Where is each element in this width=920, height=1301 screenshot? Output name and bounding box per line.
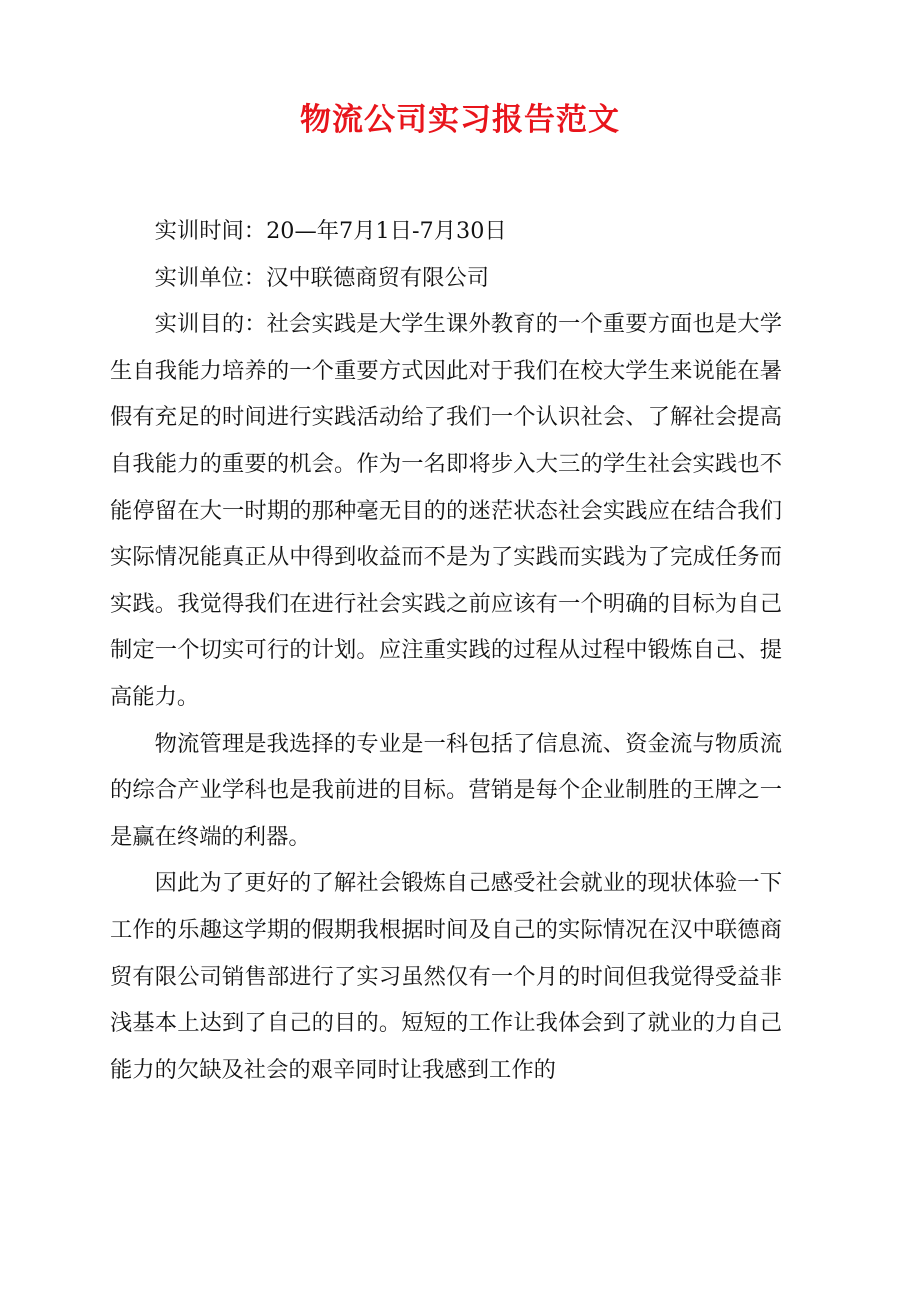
paragraph-training-unit: 实训单位：汉中联德商贸有限公司 [154, 264, 490, 291]
document-title: 物流公司实习报告范文 [300, 102, 620, 138]
document-body [110, 208, 782, 1093]
paragraph-training-purpose: 实训目的：社会实践是大学生课外教育的一个重要方面也是大学生自我能力培养的一个重要方式因此对于我们在校大学生来说能在暑假有充足的时间进行实践活动给了我们一个认识社会、了解社会提高自我能力的重要的机会。作为一名即将步入大三的学生社会实践也不能停留在大一时期的那种毫无目的的迷茫状态社会实践应在结合我们实际情况能真正从中得到收益而不是为了实践而实践为了完成任务而实践。我觉得我们在进行社会实践之前应该有一个明确的目标为自己制定一个切实可行的计划。应注重实践的过程从过程中锻炼自己、提高能力。 [110, 311, 782, 710]
paragraph-logistics-major: 物流管理是我选择的专业是一科包括了信息流、资金流与物质流的综合产业学科也是我前进的目标。营销是每个企业制胜的王牌之一是赢在终端的利器。 [110, 730, 782, 850]
paragraph-internship-summary: 因此为了更好的了解社会锻炼自己感受社会就业的现状体验一下工作的乐趣这学期的假期我根据时间及自己的实际情况在汉中联德商贸有限公司销售部进行了实习虽然仅有一个月的时间但我觉得受益非浅基本上达到了自己的目的。短短的工作让我体会到了就业的力自己能力的欠缺及社会的艰辛同时让我感到工作的 [110, 870, 782, 1083]
paragraph-training-time: 实训时间：20—年7月1日-7月30日 [154, 218, 507, 244]
